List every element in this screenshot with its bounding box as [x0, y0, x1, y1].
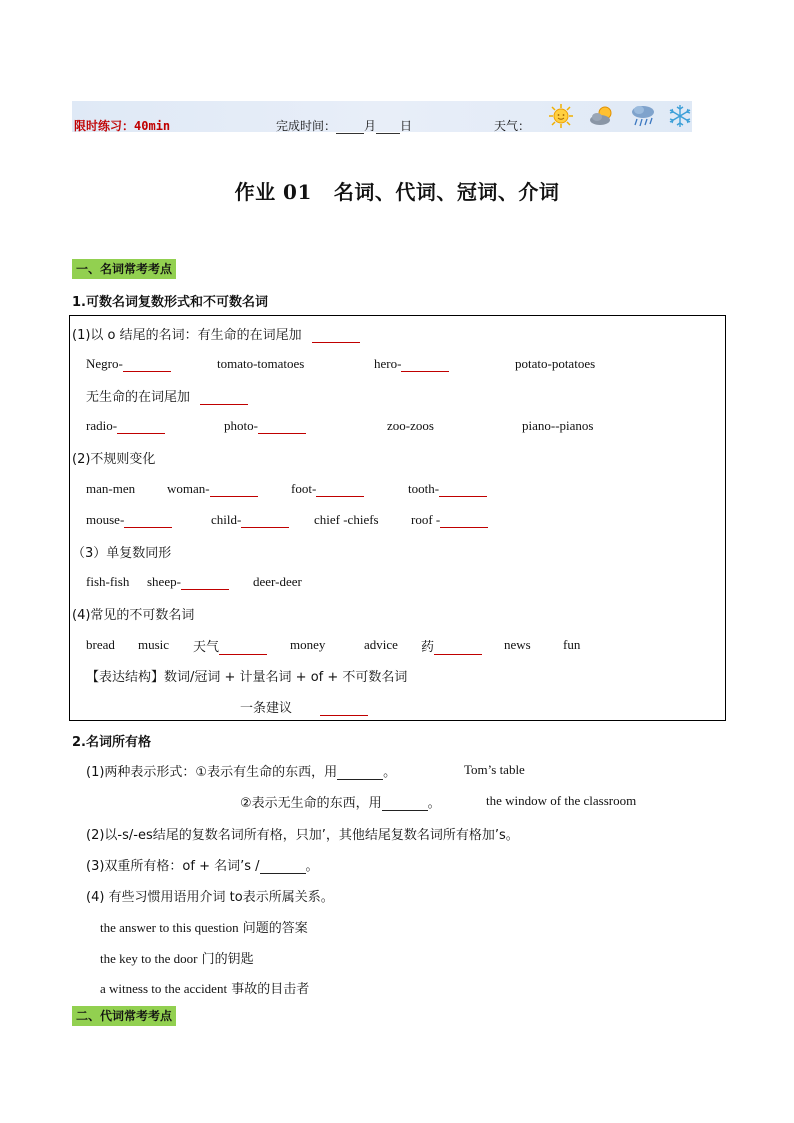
title-text: 名词、代词、冠词、介词 — [333, 180, 560, 204]
man-item: man-men — [86, 481, 136, 496]
completion-time — [276, 117, 412, 134]
section-heading-pronouns: 二、代词常考考点 — [72, 1006, 176, 1026]
radio-item — [86, 418, 165, 434]
fish-item: fish-fish — [86, 574, 130, 589]
tom-example: Tom’s table — [464, 762, 525, 777]
foot-text: foot- — [291, 481, 317, 496]
mouse-blank[interactable] — [124, 515, 172, 528]
time-limit-value: 40min — [134, 119, 171, 133]
child-item — [211, 512, 289, 528]
weather-item — [193, 636, 267, 655]
sun-icon[interactable] — [547, 103, 575, 129]
child-blank[interactable] — [241, 515, 289, 528]
piano-item: piano--pianos — [522, 418, 594, 433]
photo-item — [224, 418, 306, 434]
woman-blank[interactable] — [210, 484, 258, 497]
news-item: news — [504, 637, 531, 652]
part1-heading: 1.可数名词复数形式和不可数名词 — [72, 295, 268, 310]
roof-text: roof - — [411, 512, 441, 527]
roof-item — [411, 512, 488, 528]
day-blank[interactable] — [376, 121, 400, 134]
form1-text: (1)两种表示形式：①表示有生命的东西，用 — [86, 765, 338, 780]
sheep-text: sheep- — [147, 574, 181, 589]
ex2-zh: 门的钥匙 — [201, 952, 254, 967]
advice-piece-blank[interactable] — [320, 703, 368, 716]
form2-text: ②表示无生命的东西，用 — [240, 796, 382, 811]
negro-blank[interactable] — [123, 359, 171, 372]
double-text: (3)双重所有格：of + 名词’s / — [86, 859, 260, 874]
month-blank[interactable] — [336, 121, 364, 134]
sheep-blank[interactable] — [181, 577, 229, 590]
chief-item: chief -chiefs — [314, 512, 379, 527]
advice-piece-line — [240, 697, 368, 716]
title-prefix: 作业 01 — [234, 180, 312, 204]
double-possessive-line — [86, 855, 319, 874]
foot-blank[interactable] — [316, 484, 364, 497]
form2-end: 。 — [427, 796, 441, 811]
ex2-en: the key to the door — [100, 951, 198, 966]
uncountable-heading: (4)常见的不可数名词 — [72, 608, 195, 623]
medicine-item — [421, 636, 482, 655]
medicine-text: 药 — [421, 640, 435, 655]
radio-blank[interactable] — [117, 421, 165, 434]
weather-text: 天气 — [193, 640, 220, 655]
o-nonliving-blank[interactable] — [200, 392, 248, 405]
same-form-heading: （3）单复数同形 — [72, 546, 172, 561]
weather-blank[interactable] — [219, 642, 267, 655]
prep-to-line: (4) 有些习惯用语用介词 to表示所属关系。 — [86, 890, 334, 905]
woman-item — [167, 481, 258, 497]
month-label: 月 — [364, 119, 377, 133]
o-ending-living-line — [72, 324, 360, 343]
bread-item: bread — [86, 637, 115, 652]
photo-blank[interactable] — [258, 421, 306, 434]
structure-line: 【表达结构】数词/冠词 + 计量名词 + of + 不可数名词 — [86, 670, 408, 685]
example-answer — [100, 917, 308, 936]
tooth-blank[interactable] — [439, 484, 487, 497]
partly-cloudy-icon[interactable] — [588, 103, 616, 129]
section-heading-nouns: 一、名词常考考点 — [72, 259, 176, 279]
foot-item — [291, 481, 364, 497]
photo-text: photo- — [224, 418, 258, 433]
example-witness — [100, 978, 309, 997]
tomato-item: tomato-tomatoes — [217, 356, 305, 371]
time-limit-label: 限时练习： — [74, 119, 135, 133]
page-title — [0, 176, 794, 205]
ex1-zh: 问题的答案 — [242, 921, 308, 936]
ex1-en: the answer to this question — [100, 920, 239, 935]
weather-label: 天气： — [494, 119, 531, 133]
zoo-item: zoo-zoos — [387, 418, 434, 433]
day-label: 日 — [400, 119, 413, 133]
money-item: money — [290, 637, 326, 652]
window-example: the window of the classroom — [486, 793, 637, 808]
possessive-form1-line — [86, 761, 396, 780]
o-nonliving-text: 无生命的在词尾加 — [86, 390, 191, 405]
medicine-blank[interactable] — [434, 642, 482, 655]
possessive-form2-line — [240, 792, 441, 811]
radio-text: radio- — [86, 418, 118, 433]
part2-heading: 2.名词所有格 — [72, 735, 151, 750]
form1-blank[interactable] — [337, 767, 383, 780]
hero-text: hero- — [374, 356, 402, 371]
hero-item — [374, 356, 449, 372]
child-text: child- — [211, 512, 242, 527]
advice-item: advice — [364, 637, 398, 652]
plural-possessive-line: (2)以-s/-es结尾的复数名词所有格，只加’，其他结尾复数名词所有格加’s。 — [86, 828, 519, 843]
mouse-item — [86, 512, 172, 528]
o-living-text: (1)以 o 结尾的名词：有生命的在词尾加 — [72, 328, 302, 343]
form2-blank[interactable] — [382, 798, 428, 811]
woman-text: woman- — [167, 481, 210, 496]
negro-item — [86, 356, 171, 372]
rain-icon[interactable] — [629, 103, 657, 129]
o-living-blank[interactable] — [312, 330, 360, 343]
sheep-item — [147, 574, 229, 590]
hero-blank[interactable] — [401, 359, 449, 372]
completion-time-label: 完成时间： — [276, 119, 337, 133]
snowflake-icon[interactable] — [666, 103, 694, 129]
advice-piece-text: 一条建议 — [240, 701, 293, 716]
ex3-en: a witness to the accident — [100, 981, 228, 996]
fun-item: fun — [563, 637, 581, 652]
mouse-text: mouse- — [86, 512, 125, 527]
example-key — [100, 948, 254, 967]
double-blank[interactable] — [260, 861, 306, 874]
form1-end: 。 — [383, 765, 397, 780]
irregular-heading: (2)不规则变化 — [72, 452, 156, 467]
tooth-text: tooth- — [408, 481, 440, 496]
roof-blank[interactable] — [440, 515, 488, 528]
potato-item: potato-potatoes — [515, 356, 596, 371]
o-ending-nonliving-line — [86, 386, 248, 405]
time-limit — [74, 117, 170, 134]
tooth-item — [408, 481, 487, 497]
double-end: 。 — [305, 859, 319, 874]
deer-item: deer-deer — [253, 574, 302, 589]
music-item: music — [138, 637, 170, 652]
ex3-zh: 事故的目击者 — [231, 982, 310, 997]
negro-text: Negro- — [86, 356, 123, 371]
